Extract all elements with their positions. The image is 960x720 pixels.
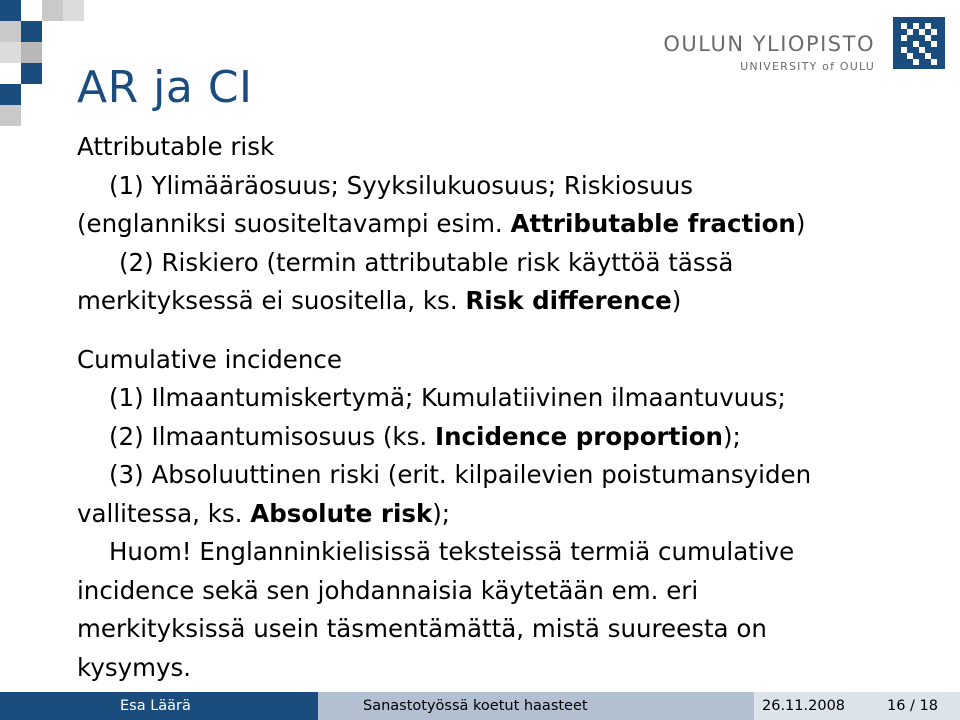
university-logo-icon [893,17,945,69]
deco-square [21,42,42,63]
section-heading: Attributable risk [77,132,275,161]
list-item: (1) Ilmaantumiskertymä; Kumulatiivinen ilmaantuvuus; [109,383,786,412]
deco-square [0,0,21,21]
text-run: (2) Ilmaantumisosuus (ks. [109,421,435,451]
list-item-continuation [77,205,867,244]
deco-square [0,84,21,105]
slide-title: AR ja CI [77,62,253,113]
footer-meta [754,692,960,720]
term-bold: Incidence proportion [434,421,723,451]
list-item: (3) Absoluuttinen riski (erit. kilpailevien poistumansyiden [109,460,812,489]
slide-content [77,128,867,687]
university-logo-text [663,34,875,72]
deco-square [63,0,84,21]
footer-author: Esa Läärä [0,692,318,720]
logo-line1: OULUN YLIOPISTO [663,32,875,56]
text-run: merkityksessä ei suositella, ks. [77,286,466,315]
list-item-continuation [77,282,867,321]
deco-square [0,105,21,126]
logo-line2: UNIVERSITY of OULU [740,60,875,73]
text-run: vallitessa, ks. [77,498,251,528]
deco-square [21,21,42,42]
note-line: Huom! Englanninkielisissä teksteissä termiä cumulative [109,537,795,566]
list-item-text: (2) Riskiero (termin attributable risk käyttöä tässä [119,247,734,277]
list-item [77,167,867,206]
term-bold: Absolute risk [250,498,433,528]
text-run: (englanniksi suositeltavampi esim. [77,209,511,238]
term-bold: Risk difference [465,286,672,315]
note-line: merkityksissä usein täsmentämättä, mistä suureesta on [77,614,767,643]
deco-square [42,0,63,21]
footer-talk-title: Sanastotyössä koetut haasteet [318,692,754,720]
section-heading: Cumulative incidence [77,344,342,374]
list-item [77,244,867,283]
list-item [77,418,867,457]
text-run: ); [432,498,451,528]
footer-date: 26.11.2008 [762,698,846,714]
text-run: ) [671,286,682,315]
list-item-text: (1) Ylimääräosuus; Syyksilukuosuus; Riskiosuus [109,170,694,200]
deco-square [0,42,21,63]
deco-square [21,63,42,84]
footer-page-number: 16 / 18 [886,698,938,714]
note-line: incidence sekä sen johdannaisia käytetään em. eri [77,575,699,605]
deco-square [0,21,21,42]
list-item-continuation [77,495,867,534]
text-run: ); [723,421,741,451]
note-line: kysymys. [77,652,191,682]
term-bold: Attributable fraction [510,209,796,238]
text-run: ) [795,209,806,238]
slide-footer [0,692,960,720]
